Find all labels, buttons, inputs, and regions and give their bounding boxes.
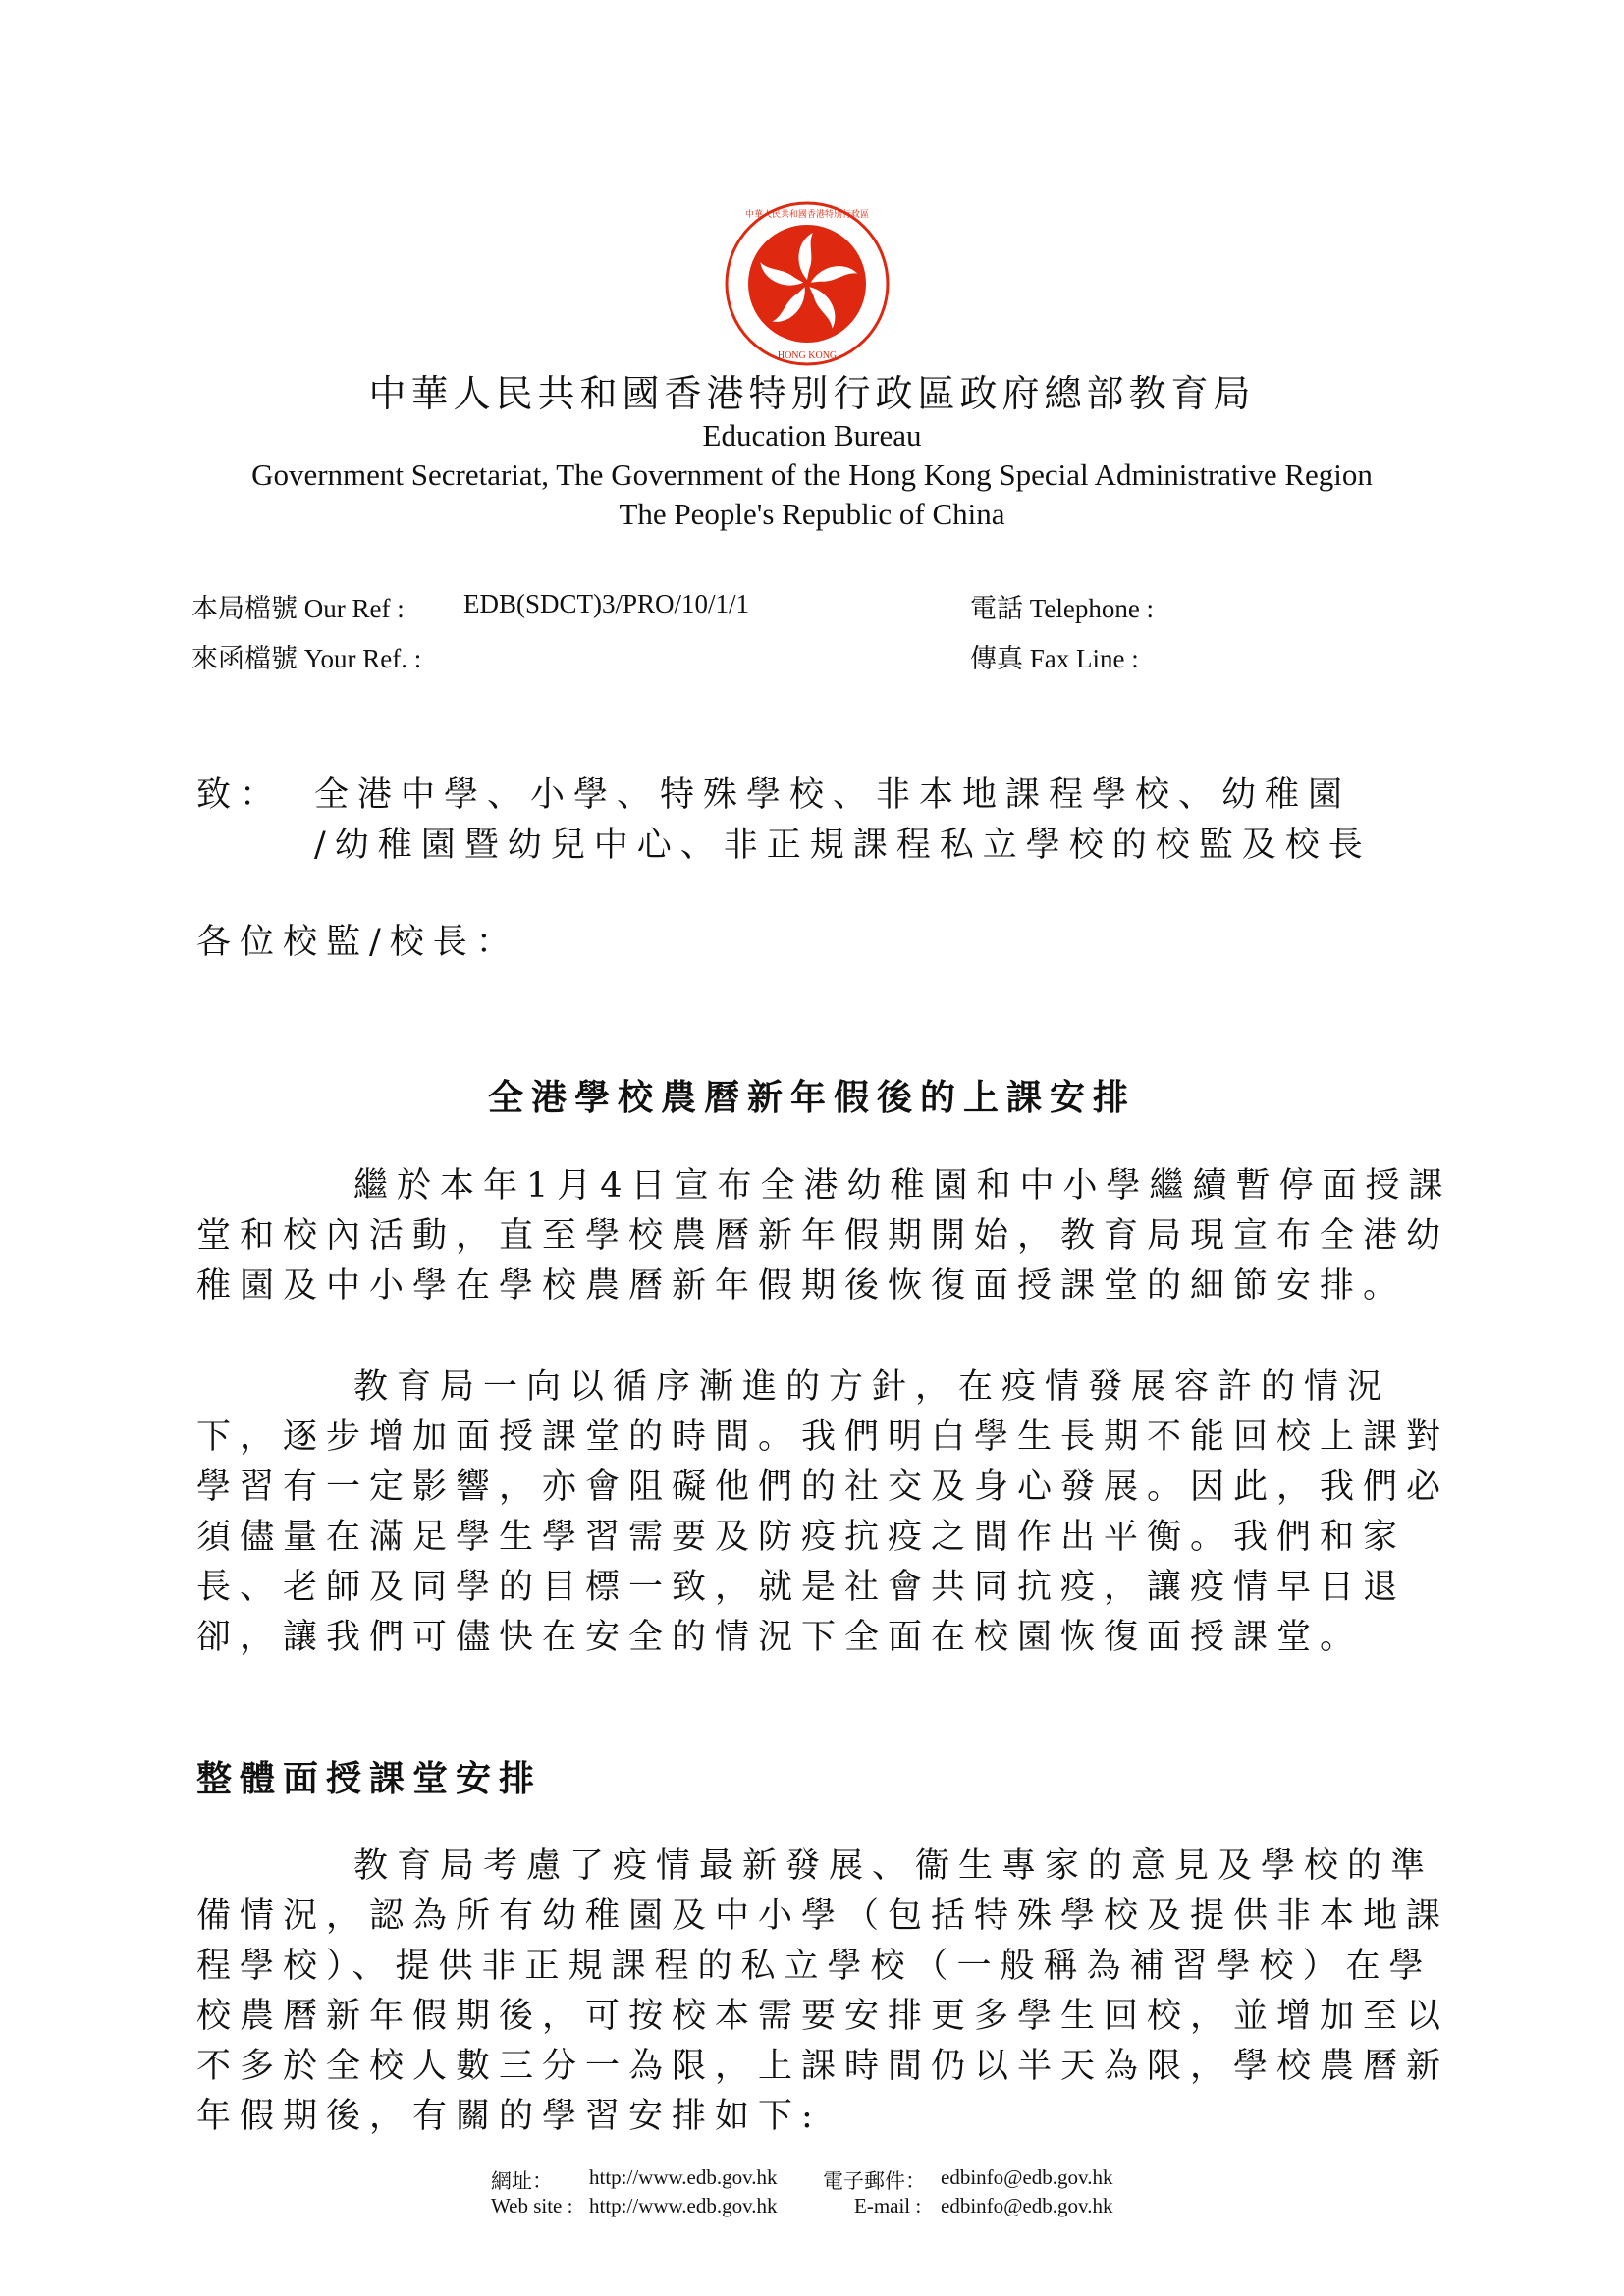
section-heading: 整體面授課堂安排 [196,1758,543,1799]
svg-text:中華人民共和國香港特別行政區: 中華人民共和國香港特別行政區 [744,210,870,220]
svg-text:HONG KONG: HONG KONG [777,350,838,361]
addressee-lead: 致： [196,775,284,815]
paragraph-3: 教育局考慮了疫情最新發展、衞生專家的意見及學校的準備情況，認為所有幼稚園及中小學（包括特殊學校及提供非本地課程學校）、提供非正規課程的私立學校（一般稱為補習學校）在學校農曆新年假期後，可按校本需要安排更多學生回校，並增加至以不多於全校人數三分一為限，上課時間仍以半天為限，學校農曆新年假期後，有關的學習安排如下: [196,1846,1450,2136]
addressee-line2: /幼稚園暨幼兒中心、非正規課程私立學校的校監及校長 [314,826,1372,865]
hksar-emblem [725,201,890,366]
header-english-line3: The People's Republic of China [619,497,1005,531]
telephone-label: 電話 Telephone : [970,594,1155,623]
footer-web-link-en[interactable]: http://www.edb.gov.hk [589,2194,778,2217]
paragraph-1: 繼於本年1月4日宣布全港幼稚園和中小學繼續暫停面授課堂和校內活動，直至學校農曆新年假期開始，教育局現宣布全港幼稚園及中小學在學校農曆新年假期後恢復面授課堂的細節安排。 [196,1166,1452,1306]
our-ref-value: EDB(SDCT)3/PRO/10/1/1 [463,589,750,618]
footer-email-link-zh[interactable]: edbinfo@edb.gov.hk [941,2165,1113,2189]
footer-email-link-en[interactable]: edbinfo@edb.gov.hk [941,2194,1113,2217]
footer-email-label-zh: 電子郵件： [823,2169,926,2193]
salutation: 各位校監/校長： [196,923,519,962]
letter-title: 全港學校農曆新年假後的上課安排 [487,1077,1136,1118]
paragraph-2: 教育局一向以循序漸進的方針，在疫情發展容許的情況下，逐步增加面授課堂的時間。我們明白學生長期不能回校上課對學習有一定影響，亦會阻礙他們的社交及身心發展。因此，我們必須儘量在滿足學生學習需要及防疫抗疫之間作出平衡。我們和家長、老師及同學的目標一致，就是社會共同抗疫，讓疫情早日退卻，讓我們可儘快在安全的情況下全面在校園恢復面授課堂。 [196,1367,1450,1657]
fax-label: 傳真 Fax Line : [970,644,1139,673]
header-english-line1: Education Bureau [702,418,922,453]
our-ref-label: 本局檔號 Our Ref : [191,594,405,623]
addressee-line1: 全港中學、小學、特殊學校、非本地課程學校、幼稚園 [314,775,1352,815]
footer-web-label-zh: 網址： [491,2169,553,2193]
footer-web-label-en: Web site : [491,2194,573,2217]
header-english-line2: Government Secretariat, The Government of the Hong Kong Special Administrative Region [251,457,1373,492]
footer-email-label-en: E-mail : [854,2194,922,2217]
header-chinese: 中華人民共和國香港特別行政區政府總部教育局 [368,372,1256,415]
your-ref-label: 來函檔號 Your Ref. : [191,644,422,673]
footer-web-link-zh[interactable]: http://www.edb.gov.hk [589,2165,778,2189]
